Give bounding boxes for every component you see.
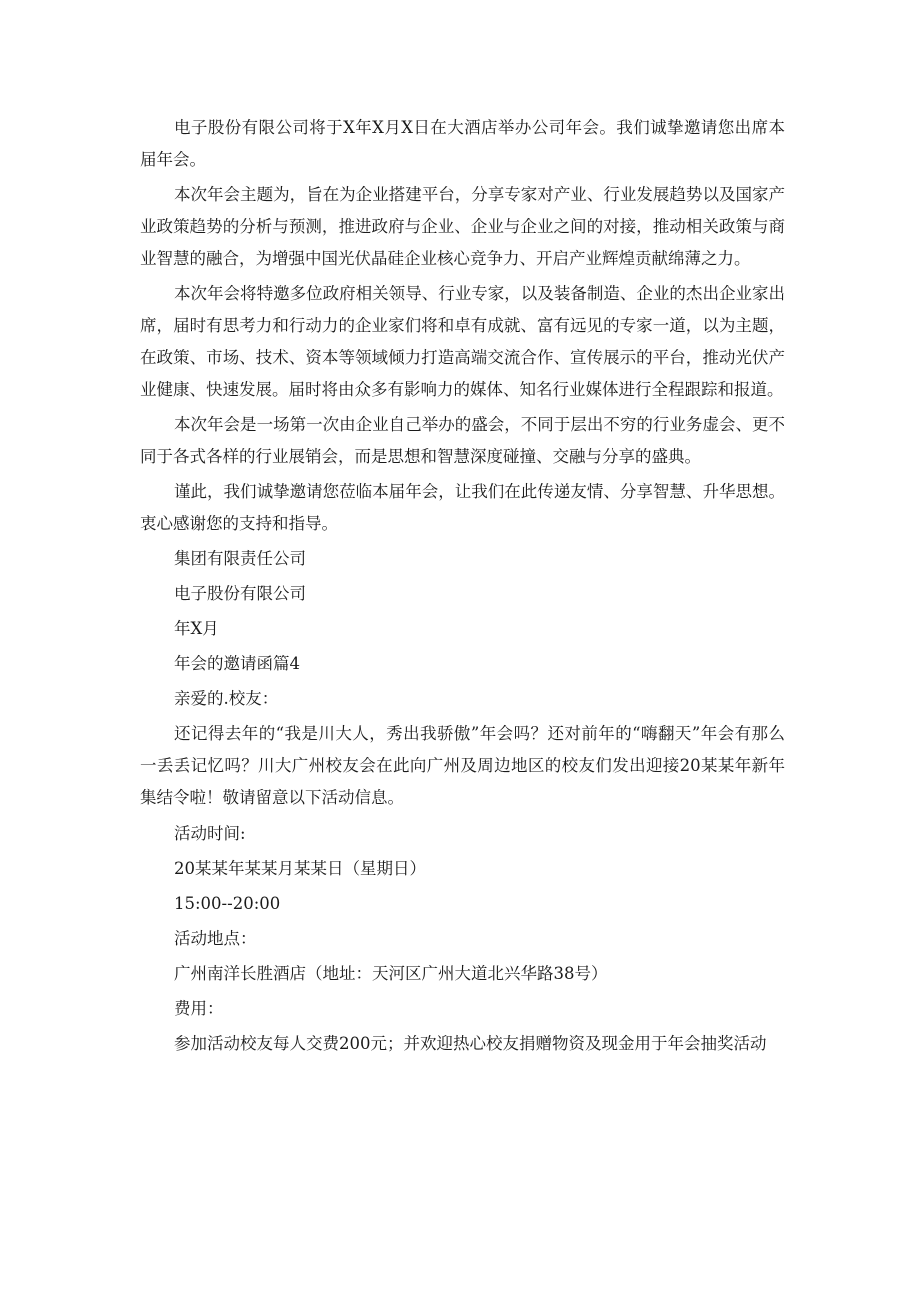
salutation: 亲爱的.校友： <box>174 689 279 708</box>
paragraph-theme: 本次年会主题为，旨在为企业搭建平台，分享专家对产业、行业发展趋势以及国家产业政策趋势的分析与预测，推进政府与企业、企业与企业之间的对接，推动相关政策与商业智慧的融合，为增强中国光伏晶硅企业核心竞争力、开启产业辉煌贡献绵薄之力。 <box>140 185 785 268</box>
document-page <box>140 112 785 1060</box>
section-title: 年会的邀请函篇4 <box>174 654 300 673</box>
paragraph-guests: 本次年会将特邀多位政府相关领导、行业专家，以及装备制造、企业的杰出企业家出席，届时有思考力和行动力的企业家们将和卓有成就、富有远见的专家一道，以为主题，在政策、市场、技术、资本等领域倾力打造高端交流合作、宣传展示的平台，推动光伏产业健康、快速发展。届时将由众多有影响力的媒体、知名行业媒体进行全程跟踪和报道。 <box>140 284 785 399</box>
paragraph-intro: 还记得去年的“我是川大人，秀出我骄傲”年会吗？还对前年的“嗨翻天”年会有那么一丢丢记忆吗？川大广州校友会在此向广州及周边地区的校友们发出迎接20某某年新年集结令啦！敬请留意以下活动信息。 <box>140 724 785 807</box>
event-fee: 参加活动校友每人交费200元；并欢迎热心校友捐赠物资及现金用于年会抽奖活动 <box>174 1034 767 1053</box>
event-place-label: 活动地点： <box>174 929 257 948</box>
signature-org1: 集团有限责任公司 <box>174 549 306 568</box>
event-hours: 15:00--20:00 <box>174 894 281 913</box>
event-time-label: 活动时间: <box>174 824 246 843</box>
paragraph-nature: 本次年会是一场第一次由企业自己举办的盛会，不同于层出不穷的行业务虚会、更不同于各式各样的行业展销会，而是思想和智慧深度碰撞、交融与分享的盛典。 <box>140 415 785 466</box>
signature-date: 年X月 <box>174 619 219 638</box>
paragraph-invitation: 电子股份有限公司将于X年X月X日在大酒店举办公司年会。我们诚挚邀请您出席本届年会。 <box>140 118 785 169</box>
event-fee-label: 费用： <box>174 999 224 1018</box>
event-date: 20某某年某某月某某日（星期日） <box>174 859 426 878</box>
paragraph-closing: 谨此，我们诚挚邀请您莅临本届年会，让我们在此传递友情、分享智慧、升华思想。衷心感谢您的支持和指导。 <box>140 482 785 533</box>
event-place: 广州南洋长胜酒店（地址：天河区广州大道北兴华路38号） <box>174 964 608 983</box>
signature-org2: 电子股份有限公司 <box>174 584 306 603</box>
